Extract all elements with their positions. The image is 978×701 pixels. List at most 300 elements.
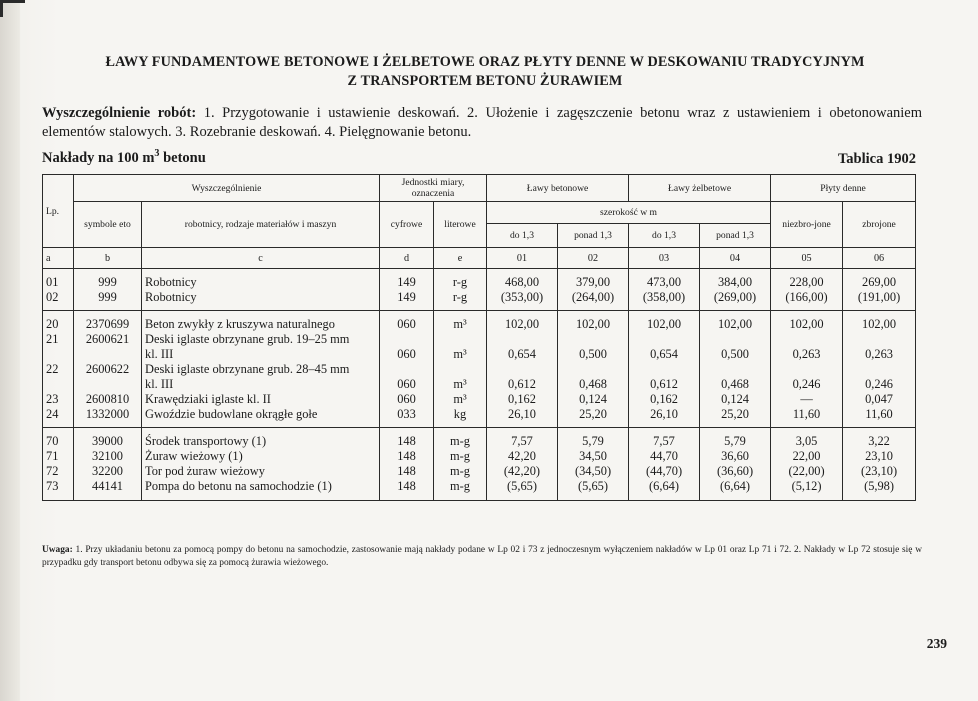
row-value-03-line: 0,654 xyxy=(650,347,678,361)
row-value-03 xyxy=(629,449,700,464)
row-value-01-line: 26,10 xyxy=(508,407,536,421)
row-name-line: kl. III xyxy=(145,377,174,391)
row-value-04 xyxy=(700,449,771,464)
row-unit-letter-line: m-g xyxy=(450,449,470,463)
row-unit-letter xyxy=(434,464,487,479)
row-value-03 xyxy=(629,464,700,479)
row-value-01-line: 0,162 xyxy=(508,392,536,406)
row-value-02-line: 0,468 xyxy=(579,377,607,391)
corner-mark xyxy=(0,0,25,17)
row-value-03 xyxy=(629,479,700,501)
row-symbol-line: 2600621 xyxy=(85,332,130,346)
row-symbol xyxy=(74,269,142,291)
row-unit-letter-line: m-g xyxy=(450,434,470,448)
row-value-02 xyxy=(558,269,629,291)
table-note xyxy=(42,544,922,569)
row-unit-letter-line: m³ xyxy=(453,317,467,331)
row-unit-digital-line: 060 xyxy=(397,392,416,406)
row-value-06-line xyxy=(846,332,912,347)
column-letter: 01 xyxy=(487,248,558,269)
works-description-text: 1. Przygotowanie i ustawienie deskowań. 2. Ułożenie i zagęszczenie betonu wraz z ustawieniem i obetonowaniem elementów stalowych. 3. Rozebranie deskowań. 4. Pielęgnowanie betonu. xyxy=(42,105,922,140)
header-ponad13-zelbetowe: ponad 1,3 xyxy=(700,224,771,248)
header-lawy-betonowe: Ławy betonowe xyxy=(487,175,629,202)
row-lp xyxy=(43,332,74,362)
row-value-02 xyxy=(558,428,629,450)
row-value-04 xyxy=(700,464,771,479)
header-lp: Lp. xyxy=(43,175,74,248)
row-unit-letter-line: r-g xyxy=(452,275,468,289)
row-value-06-line xyxy=(846,362,912,377)
row-symbol-line: 39000 xyxy=(92,434,123,448)
row-value-02-line: 102,00 xyxy=(575,317,611,331)
row-value-03 xyxy=(629,290,700,311)
row-value-05 xyxy=(771,407,843,428)
row-unit-digital-line: 060 xyxy=(397,377,416,391)
table-row xyxy=(43,362,916,392)
row-unit-letter-line xyxy=(437,362,483,377)
row-value-03-line: 0,162 xyxy=(650,392,678,406)
row-unit-letter-line: r-g xyxy=(452,290,468,304)
column-letter: 02 xyxy=(558,248,629,269)
row-value-04-line: (6,64) xyxy=(720,479,750,493)
header-symbole-eto: symbole eto xyxy=(74,202,142,248)
row-value-01-line: 7,57 xyxy=(511,434,533,448)
row-value-06 xyxy=(843,392,916,407)
row-value-05 xyxy=(771,428,843,450)
header-cyfrowe: cyfrowe xyxy=(380,202,434,248)
row-value-05 xyxy=(771,311,843,333)
row-value-02-line: 25,20 xyxy=(579,407,607,421)
row-symbol xyxy=(74,449,142,464)
row-value-04 xyxy=(700,311,771,333)
row-symbol xyxy=(74,428,142,450)
expenditure-heading-sup: 3 xyxy=(154,148,160,160)
row-unit-digital xyxy=(380,311,434,333)
row-value-03-line xyxy=(632,362,696,377)
row-lp-value: 01 xyxy=(46,275,59,289)
row-value-03 xyxy=(629,392,700,407)
row-value-02 xyxy=(558,311,629,333)
row-value-05-line: 228,00 xyxy=(789,275,824,289)
header-do13-zelbetowe: do 1,3 xyxy=(629,224,700,248)
row-value-01 xyxy=(487,269,558,291)
row-value-02 xyxy=(558,479,629,501)
row-value-01 xyxy=(487,449,558,464)
row-value-01-line: (5,65) xyxy=(507,479,537,493)
row-name-line: Tor pod żuraw wieżowy xyxy=(145,464,265,478)
row-value-03-line: 7,57 xyxy=(653,434,675,448)
row-value-06 xyxy=(843,479,916,501)
row-value-02 xyxy=(558,392,629,407)
row-value-03-line: (6,64) xyxy=(649,479,679,493)
row-value-04-line: (269,00) xyxy=(713,290,757,304)
row-value-03-line: 0,612 xyxy=(650,377,678,391)
row-value-03-line: 26,10 xyxy=(650,407,678,421)
row-value-05 xyxy=(771,464,843,479)
row-name-line: Pompa do betonu na samochodzie (1) xyxy=(145,479,332,493)
row-unit-digital-line: 033 xyxy=(397,407,416,421)
row-value-02-line: 5,79 xyxy=(582,434,604,448)
row-unit-digital xyxy=(380,449,434,464)
row-name xyxy=(142,428,380,450)
row-unit-letter xyxy=(434,407,487,428)
row-symbol xyxy=(74,311,142,333)
row-value-05 xyxy=(771,392,843,407)
row-lp xyxy=(43,449,74,464)
row-unit-digital-line xyxy=(383,332,430,347)
row-unit-letter xyxy=(434,332,487,362)
row-unit-digital-line xyxy=(383,362,430,377)
row-value-03-line: 44,70 xyxy=(650,449,678,463)
row-value-02-line: 0,124 xyxy=(579,392,607,406)
row-value-06 xyxy=(843,332,916,362)
row-value-04-line: 0,500 xyxy=(721,347,749,361)
row-name xyxy=(142,392,380,407)
row-symbol xyxy=(74,332,142,362)
row-lp xyxy=(43,479,74,501)
row-value-03-line: 473,00 xyxy=(646,275,682,289)
row-name-line: Robotnicy xyxy=(145,275,197,289)
table-header xyxy=(43,175,916,269)
expenditure-heading-suffix: betonu xyxy=(159,150,206,166)
row-value-05-line: 102,00 xyxy=(789,317,824,331)
row-lp xyxy=(43,311,74,333)
row-value-06-line: 3,22 xyxy=(868,434,890,448)
row-unit-letter-line: m³ xyxy=(453,347,467,361)
row-unit-digital-line: 060 xyxy=(397,317,416,331)
row-symbol-line: 32100 xyxy=(92,449,123,463)
row-unit-digital-line: 148 xyxy=(397,449,416,463)
row-unit-digital xyxy=(380,479,434,501)
header-literowe: literowe xyxy=(434,202,487,248)
row-unit-letter-line xyxy=(437,332,483,347)
row-name-line: Środek transportowy (1) xyxy=(145,434,267,448)
row-name-line: Gwoździe budowlane okrągłe gołe xyxy=(145,407,318,421)
row-value-01-line: (42,20) xyxy=(503,464,541,478)
title-line-2: Z TRANSPORTEM BETONU ŻURAWIEM xyxy=(347,73,623,89)
header-do13-betonowe: do 1,3 xyxy=(487,224,558,248)
row-value-02-line: (264,00) xyxy=(571,290,615,304)
row-unit-digital xyxy=(380,428,434,450)
row-value-01-line: 0,654 xyxy=(508,347,536,361)
row-value-01 xyxy=(487,362,558,392)
row-lp xyxy=(43,362,74,392)
row-value-04 xyxy=(700,269,771,291)
header-niezbrojone: niezbro-jone xyxy=(771,202,843,248)
row-unit-letter-line: m-g xyxy=(450,464,470,478)
row-value-04 xyxy=(700,407,771,428)
row-lp-value: 02 xyxy=(46,290,59,304)
column-letter: a xyxy=(43,248,74,269)
row-value-06 xyxy=(843,362,916,392)
table-row xyxy=(43,464,916,479)
row-value-02 xyxy=(558,407,629,428)
row-value-06-line: (191,00) xyxy=(857,290,901,304)
page-title xyxy=(45,53,925,91)
row-value-01 xyxy=(487,392,558,407)
row-value-06 xyxy=(843,449,916,464)
page-number: 239 xyxy=(926,636,947,651)
row-value-06 xyxy=(843,269,916,291)
row-lp-value: 71 xyxy=(46,449,59,463)
header-robotnicy-rodzaje: robotnicy, rodzaje materiałów i maszyn xyxy=(142,202,380,248)
row-unit-letter-line: m-g xyxy=(450,479,470,493)
row-name-line: Robotnicy xyxy=(145,290,197,304)
row-value-06-line: (5,98) xyxy=(864,479,894,493)
table-label: Tablica 1902 xyxy=(837,151,916,167)
row-value-04 xyxy=(700,290,771,311)
row-unit-letter xyxy=(434,362,487,392)
row-value-01-line: 42,20 xyxy=(508,449,536,463)
row-unit-letter xyxy=(434,269,487,291)
column-letters-row xyxy=(43,248,916,269)
row-name-line: Beton zwykły z kruszywa naturalnego xyxy=(145,317,335,331)
row-value-01 xyxy=(487,464,558,479)
row-unit-letter-line: m³ xyxy=(453,377,467,391)
row-value-01 xyxy=(487,428,558,450)
row-value-04-line xyxy=(703,362,767,377)
row-name xyxy=(142,290,380,311)
row-lp-value: 23 xyxy=(46,392,59,406)
row-value-06-line: 11,60 xyxy=(865,407,893,421)
row-value-05-line: 11,60 xyxy=(792,407,821,421)
row-name xyxy=(142,362,380,392)
row-value-01-line: 102,00 xyxy=(504,317,540,331)
table-row xyxy=(43,269,916,291)
row-value-05 xyxy=(771,332,843,362)
row-value-06-line: 23,10 xyxy=(865,449,893,463)
row-unit-letter xyxy=(434,392,487,407)
row-value-05-line xyxy=(774,332,839,347)
title-line-1: ŁAWY FUNDAMENTOWE BETONOWE I ŻELBETOWE ORAZ PŁYTY DENNE W DESKOWANIU TRADYCYJNYM xyxy=(105,54,865,70)
row-unit-letter-line: m³ xyxy=(453,392,467,406)
row-unit-letter xyxy=(434,311,487,333)
works-description xyxy=(42,104,922,142)
row-lp-value: 70 xyxy=(46,434,59,448)
row-value-02 xyxy=(558,362,629,392)
row-value-05 xyxy=(771,362,843,392)
header-lawy-zelbetowe: Ławy żelbetowe xyxy=(629,175,771,202)
row-unit-digital xyxy=(380,464,434,479)
expenditure-heading xyxy=(42,150,206,167)
row-lp xyxy=(43,269,74,291)
row-value-05 xyxy=(771,290,843,311)
table-row xyxy=(43,290,916,311)
row-value-05-line: (5,12) xyxy=(791,479,822,493)
row-value-03 xyxy=(629,332,700,362)
row-lp-value: 24 xyxy=(46,407,59,421)
row-value-01-line xyxy=(490,362,554,377)
row-value-03-line: 102,00 xyxy=(646,317,682,331)
row-symbol xyxy=(74,464,142,479)
table-row xyxy=(43,479,916,501)
row-value-01-line: 468,00 xyxy=(504,275,540,289)
row-name-line: Deski iglaste obrzynane grub. 28–45 mm xyxy=(145,362,350,376)
row-value-02-line xyxy=(561,362,625,377)
row-value-04-line xyxy=(703,332,767,347)
row-value-01 xyxy=(487,290,558,311)
column-letter: 04 xyxy=(700,248,771,269)
row-symbol xyxy=(74,392,142,407)
expenditure-heading-text: Nakłady na 100 m xyxy=(42,150,155,166)
row-unit-digital-line: 060 xyxy=(397,347,416,361)
row-unit-letter xyxy=(434,290,487,311)
row-unit-digital xyxy=(380,407,434,428)
row-unit-digital xyxy=(380,392,434,407)
column-letter: d xyxy=(380,248,434,269)
row-value-01 xyxy=(487,332,558,362)
column-letter: 05 xyxy=(771,248,843,269)
row-value-06 xyxy=(843,290,916,311)
row-symbol-line xyxy=(77,347,138,362)
table-row xyxy=(43,407,916,428)
row-value-01 xyxy=(487,311,558,333)
page-binding-shadow xyxy=(0,0,20,701)
row-value-06-line: 0,047 xyxy=(865,392,893,406)
row-symbol xyxy=(74,479,142,501)
row-value-02 xyxy=(558,290,629,311)
row-value-04 xyxy=(700,428,771,450)
row-value-03-line xyxy=(632,332,696,347)
row-symbol-line: 1332000 xyxy=(85,407,130,421)
row-name xyxy=(142,269,380,291)
table-row xyxy=(43,311,916,333)
row-value-02-line: (34,50) xyxy=(574,464,612,478)
row-unit-digital xyxy=(380,269,434,291)
row-value-04-line: 0,124 xyxy=(721,392,749,406)
row-value-02-line: 34,50 xyxy=(579,449,607,463)
row-symbol xyxy=(74,290,142,311)
row-value-03 xyxy=(629,362,700,392)
row-value-04-line: (36,60) xyxy=(716,464,754,478)
row-value-01 xyxy=(487,479,558,501)
row-unit-digital xyxy=(380,332,434,362)
row-value-03 xyxy=(629,311,700,333)
row-unit-letter-line: kg xyxy=(453,407,467,421)
row-symbol-line: 999 xyxy=(98,290,117,304)
header-szerokosc: szerokość w m xyxy=(487,202,771,224)
row-value-06 xyxy=(843,407,916,428)
row-value-05 xyxy=(771,449,843,464)
row-value-05-line: 0,263 xyxy=(792,347,821,361)
works-description-label: Wyszczególnienie robót: xyxy=(42,105,197,121)
row-value-05-line: 3,05 xyxy=(795,434,818,448)
row-value-05-line: (166,00) xyxy=(785,290,828,304)
row-value-03-line: (358,00) xyxy=(642,290,686,304)
row-value-02 xyxy=(558,464,629,479)
row-lp-value: 21 xyxy=(46,332,59,346)
column-letter: 06 xyxy=(843,248,916,269)
row-value-04 xyxy=(700,332,771,362)
row-value-05 xyxy=(771,269,843,291)
table-row xyxy=(43,449,916,464)
row-value-06 xyxy=(843,311,916,333)
row-value-06-line: 269,00 xyxy=(862,275,897,289)
row-value-03 xyxy=(629,428,700,450)
row-symbol-line: 2600622 xyxy=(85,362,130,376)
table-body xyxy=(43,269,916,501)
row-unit-digital-line: 148 xyxy=(397,434,416,448)
row-value-04-line: 36,60 xyxy=(721,449,749,463)
header-wyszczegolnienie: Wyszczególnienie xyxy=(74,175,380,202)
row-name xyxy=(142,479,380,501)
row-value-04-line: 25,20 xyxy=(721,407,749,421)
row-value-01-line xyxy=(490,332,554,347)
row-name xyxy=(142,311,380,333)
row-value-06 xyxy=(843,464,916,479)
row-lp xyxy=(43,392,74,407)
row-value-04 xyxy=(700,362,771,392)
row-value-04-line: 5,79 xyxy=(724,434,746,448)
row-value-06-line: 0,263 xyxy=(865,347,893,361)
row-value-04-line: 0,468 xyxy=(721,377,749,391)
row-value-06-line: 102,00 xyxy=(862,317,897,331)
row-symbol-line: 32200 xyxy=(92,464,123,478)
row-lp xyxy=(43,290,74,311)
row-value-05 xyxy=(771,479,843,501)
row-value-02-line: 0,500 xyxy=(579,347,607,361)
table-note-label: Uwaga: xyxy=(42,545,73,555)
row-value-05-line xyxy=(774,362,839,377)
row-unit-letter xyxy=(434,449,487,464)
row-unit-digital xyxy=(380,290,434,311)
row-lp xyxy=(43,407,74,428)
row-value-02-line: 379,00 xyxy=(575,275,611,289)
expenditure-table xyxy=(42,174,916,501)
header-zbrojone: zbrojone xyxy=(843,202,916,248)
row-symbol-line: 2600810 xyxy=(85,392,130,406)
row-lp-value: 72 xyxy=(46,464,59,478)
row-unit-letter xyxy=(434,479,487,501)
table-row xyxy=(43,332,916,362)
row-value-06-line: (23,10) xyxy=(860,464,898,478)
header-ponad13-betonowe: ponad 1,3 xyxy=(558,224,629,248)
row-unit-digital-line: 148 xyxy=(397,479,416,493)
row-value-03-line: (44,70) xyxy=(645,464,683,478)
row-lp-value: 73 xyxy=(46,479,59,493)
header-jednostki: Jednostki miary, oznaczenia xyxy=(380,175,487,202)
row-lp-value: 20 xyxy=(46,317,59,331)
row-value-04 xyxy=(700,479,771,501)
row-name xyxy=(142,407,380,428)
row-lp-value: 22 xyxy=(46,362,59,376)
row-name-line: Deski iglaste obrzynane grub. 19–25 mm xyxy=(145,332,350,346)
row-unit-digital-line: 148 xyxy=(397,464,416,478)
row-unit-digital xyxy=(380,362,434,392)
row-name-line: Krawędziaki iglaste kl. II xyxy=(145,392,271,406)
row-name-line: Żuraw wieżowy (1) xyxy=(145,449,243,463)
row-value-02 xyxy=(558,332,629,362)
table-row xyxy=(43,428,916,450)
row-value-01-line: 0,612 xyxy=(508,377,536,391)
row-symbol-line: 44141 xyxy=(92,479,123,493)
row-name xyxy=(142,464,380,479)
row-symbol xyxy=(74,407,142,428)
row-symbol-line: 2370699 xyxy=(85,317,130,331)
row-value-05-line: 22,00 xyxy=(792,449,821,463)
row-value-05-line: 0,246 xyxy=(792,377,821,391)
row-unit-digital-line: 149 xyxy=(397,290,416,304)
row-value-04 xyxy=(700,392,771,407)
row-symbol-line xyxy=(77,377,138,392)
row-value-03 xyxy=(629,269,700,291)
row-value-03 xyxy=(629,407,700,428)
row-value-06 xyxy=(843,428,916,450)
column-letter: e xyxy=(434,248,487,269)
row-name-line: kl. III xyxy=(145,347,174,361)
row-value-06-line: 0,246 xyxy=(865,377,893,391)
row-value-04-line: 384,00 xyxy=(717,275,753,289)
